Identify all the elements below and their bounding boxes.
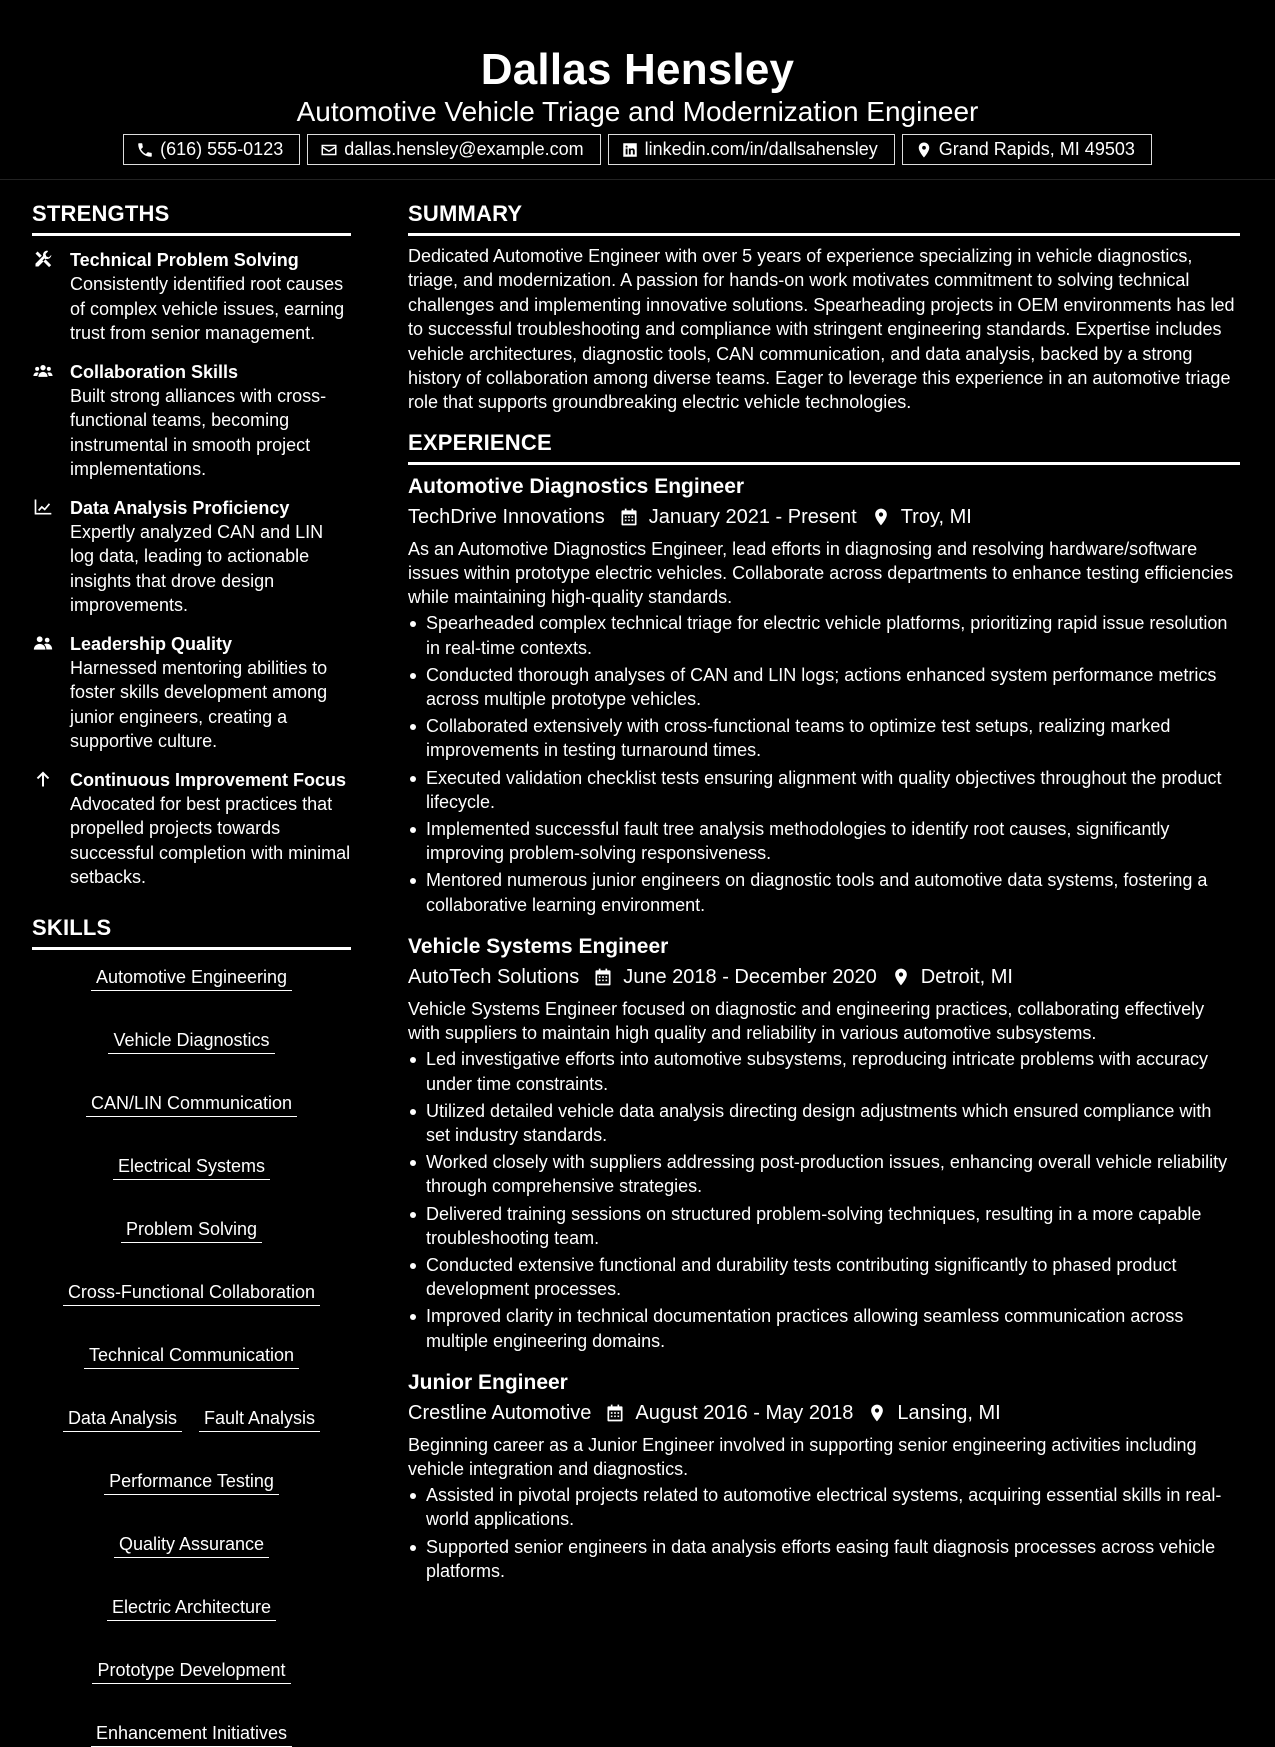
users-icon: [32, 361, 56, 383]
experience-section: [408, 429, 1240, 1583]
candidate-title: Automotive Vehicle Triage and Modernization Engineer: [296, 96, 979, 127]
skill-tag: Data Analysis: [63, 1407, 182, 1432]
strengths-section: [32, 200, 351, 890]
strengths-heading: STRENGTHS: [32, 200, 351, 236]
skill-tag: Enhancement Initiatives: [91, 1722, 292, 1747]
job-dates: June 2018 - December 2020: [623, 965, 877, 988]
summary-text: Dedicated Automotive Engineer with over 5 years of experience specializing in vehicle diagnostics, triage, and modernization. A passion for hands-on work motivates commitment to solving technical challenges and implementing innovative solutions. Spearheading projects in OEM environments has led to successful troubleshooting and compliance with stringent engineering standards. Expertise includes vehicle architectures, diagnostic tools, CAN communication, and data analysis, backed by a strong history of collaboration among diverse teams. Eager to leverage this experience in an automotive triage role that supports groundbreaking electric vehicle technologies.: [408, 246, 1235, 413]
job-bullet: Supported senior engineers in data analysis efforts easing fault diagnosis processes across vehicle platforms.: [408, 1535, 1240, 1583]
strength-item: [32, 632, 351, 754]
strength-item: [32, 360, 351, 482]
contact-location-text: Grand Rapids, MI 49503: [938, 139, 1135, 159]
job-meta: [408, 1399, 1240, 1427]
skill-tag: Electric Architecture: [107, 1596, 276, 1621]
job-bullet: Implemented successful fault tree analysis methodologies to identify root causes, significantly improving problem-solving responsiveness.: [408, 817, 1240, 865]
skill-tag: Automotive Engineering: [91, 966, 292, 991]
job-company: AutoTech Solutions: [408, 965, 580, 988]
candidate-name: Dallas Hensley: [480, 45, 795, 94]
job-bullet: Conducted extensive functional and durability tests contributing significantly to phased product development processes.: [408, 1253, 1240, 1301]
experience-heading: EXPERIENCE: [408, 429, 1240, 465]
job-bullet: Collaborated extensively with cross-functional teams to optimize test setups, realizing marked improvements in testing turnaround times.: [408, 714, 1240, 762]
job-bullet: Utilized detailed vehicle data analysis directing design adjustments which ensured compliance with set industry standards.: [408, 1099, 1240, 1147]
contact-linkedin-text: linkedin.com/in/dallsahensley: [644, 139, 878, 159]
contact-phone[interactable]: [123, 134, 300, 165]
strength-title: Leadership Quality: [70, 633, 233, 654]
strength-desc: Advocated for best practices that propelled projects towards successful completion with minimal setbacks.: [70, 793, 351, 887]
contact-bar: [0, 134, 1275, 165]
job-bullets: [408, 611, 1240, 916]
job-bullets: [408, 1483, 1240, 1583]
calendar-icon: [619, 507, 639, 527]
phone-icon: [136, 141, 154, 159]
strength-title: Technical Problem Solving: [70, 250, 299, 270]
calendar-icon: [605, 1403, 625, 1423]
job-entry: [408, 473, 1240, 917]
job-title: Vehicle Systems Engineer: [408, 934, 669, 958]
chart-line-icon: [32, 497, 56, 519]
job-entry: [408, 933, 1240, 1353]
location-pin-icon: [871, 507, 891, 527]
contact-email[interactable]: [307, 134, 600, 165]
strength-desc: Built strong alliances with cross-functional teams, becoming instrumental in smooth project implementations.: [70, 385, 327, 479]
skill-tag: Quality Assurance: [114, 1533, 269, 1558]
summary-section: [408, 200, 1240, 415]
job-bullet: Assisted in pivotal projects related to automotive electrical systems, acquiring essential skills in real-world applications.: [408, 1483, 1240, 1531]
calendar-icon: [593, 967, 613, 987]
job-dates: January 2021 - Present: [648, 505, 857, 528]
skills-section: [32, 914, 351, 1747]
job-meta: [408, 503, 1240, 531]
job-dates: August 2016 - May 2018: [635, 1401, 854, 1424]
skill-tag: Vehicle Diagnostics: [108, 1029, 274, 1054]
skill-tag: Prototype Development: [92, 1659, 290, 1684]
strength-title: Collaboration Skills: [70, 361, 239, 382]
envelope-icon: [320, 141, 338, 159]
job-bullet: Led investigative efforts into automotive subsystems, reproducing intricate problems with accuracy under time constraints.: [408, 1047, 1240, 1095]
resume-header: [0, 0, 1275, 180]
summary-heading: SUMMARY: [408, 200, 1240, 236]
right-column: [408, 200, 1240, 1586]
job-title: Automotive Diagnostics Engineer: [408, 474, 745, 498]
strength-desc: Expertly analyzed CAN and LIN log data, leading to actionable insights that drove design improvements.: [70, 521, 324, 615]
location-pin-icon: [915, 141, 933, 159]
skill-tag: Cross-Functional Collaboration: [63, 1281, 320, 1306]
skill-tag: CAN/LIN Communication: [86, 1092, 297, 1117]
location-pin-icon: [891, 967, 911, 987]
strength-item: [32, 768, 351, 890]
strength-item: [32, 496, 351, 618]
linkedin-icon: [621, 141, 639, 159]
user-group-icon: [32, 633, 56, 655]
skill-tag: Fault Analysis: [199, 1407, 320, 1432]
job-entry: [408, 1369, 1240, 1583]
job-bullet: Mentored numerous junior engineers on diagnostic tools and automotive data systems, fostering a collaborative learning environment.: [408, 868, 1240, 916]
job-location: Lansing, MI: [897, 1401, 1001, 1424]
skill-tag: Electrical Systems: [113, 1155, 270, 1180]
strength-desc: Harnessed mentoring abilities to foster skills development among junior engineers, creating a supportive culture.: [70, 657, 328, 751]
job-title: Junior Engineer: [408, 1370, 568, 1394]
strength-desc: Consistently identified root causes of complex vehicle issues, earning trust from senior management.: [70, 274, 345, 343]
job-bullet: Worked closely with suppliers addressing post-production issues, enhancing overall vehicle reliability through comprehensive strategies.: [408, 1150, 1240, 1198]
job-bullets: [408, 1047, 1240, 1352]
skills-list: [32, 966, 351, 1747]
contact-linkedin[interactable]: [608, 134, 895, 165]
strength-title: Data Analysis Proficiency: [70, 497, 290, 518]
job-bullet: Conducted thorough analyses of CAN and LIN logs; actions enhanced system performance metrics across multiple prototype vehicles.: [408, 663, 1240, 711]
job-company: Crestline Automotive: [408, 1401, 592, 1424]
strength-item: [32, 248, 351, 346]
skills-heading: SKILLS: [32, 914, 351, 950]
job-company: TechDrive Innovations: [408, 505, 605, 528]
contact-phone-text: (616) 555-0123: [160, 139, 284, 159]
job-description: Beginning career as a Junior Engineer involved in supporting senior engineering activities including vehicle integration and diagnostics.: [408, 1434, 1197, 1479]
contact-location: [902, 134, 1152, 165]
job-location: Detroit, MI: [920, 965, 1013, 988]
contact-email-text: dallas.hensley@example.com: [344, 139, 584, 159]
job-bullet: Spearheaded complex technical triage for electric vehicle platforms, prioritizing rapid issue resolution in real-time contexts.: [408, 611, 1240, 659]
left-column: [32, 200, 351, 1747]
job-description: Vehicle Systems Engineer focused on diagnostic and engineering practices, collaborating effectively with suppliers to maintain high quality and reliability in various automotive subsystems.: [408, 998, 1205, 1044]
tools-icon: [32, 249, 56, 271]
strength-title: Continuous Improvement Focus: [70, 769, 347, 790]
job-meta: [408, 963, 1240, 991]
job-bullet: Improved clarity in technical documentation practices allowing seamless communication across multiple engineering domains.: [408, 1304, 1240, 1352]
arrow-up-icon: [32, 769, 56, 791]
skill-tag: Technical Communication: [84, 1344, 299, 1369]
skill-tag: Performance Testing: [104, 1470, 279, 1495]
skill-tag: Problem Solving: [121, 1218, 262, 1243]
job-description: As an Automotive Diagnostics Engineer, lead efforts in diagnosing and resolving hardware/software issues within prototype electric vehicles. Collaborate across departments to enhance testing efficiencies while maintaining high-quality standards.: [408, 538, 1234, 608]
job-location: Troy, MI: [900, 505, 972, 528]
job-bullet: Delivered training sessions on structured problem-solving techniques, resulting in a more capable troubleshooting team.: [408, 1202, 1240, 1250]
job-bullet: Executed validation checklist tests ensuring alignment with quality objectives throughout the product lifecycle.: [408, 766, 1240, 814]
location-pin-icon: [867, 1403, 887, 1423]
